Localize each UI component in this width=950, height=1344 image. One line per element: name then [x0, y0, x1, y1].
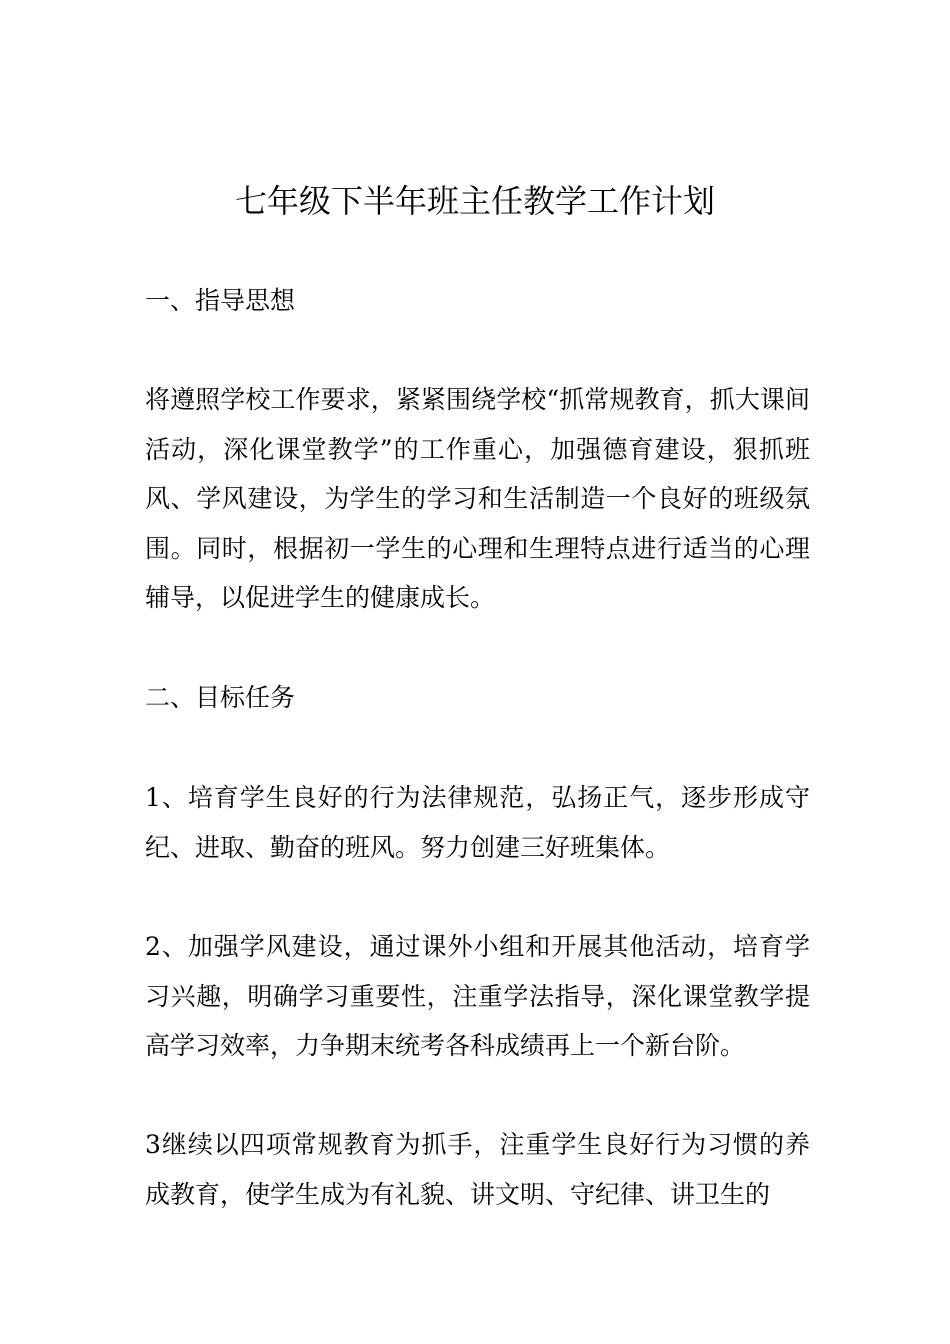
section-heading-guiding-thought: 一、指导思想	[145, 286, 296, 315]
paragraph-goal-1: 1、培育学生良好的行为法律规范，弘扬正气，逐步形成守纪、进取、勤奋的班风。努力创建三好班集体。	[145, 783, 810, 862]
paragraph-goal-3: 3继续以四项常规教育为抓手，注重学生良好行为习惯的养成教育，使学生成为有礼貌、讲文明、守纪律、讲卫生的	[145, 1130, 810, 1209]
page-title: 七年级下半年班主任教学工作计划	[234, 182, 715, 220]
paragraph-guiding-thought: 将遵照学校工作要求，紧紧围绕学校“抓常规教育，抓大课间活动，深化课堂教学”的工作重心，加强德育建设，狠抓班风、学风建设，为学生的学习和生活制造一个良好的班级氛围。同时，根据初一学生的心理和生理特点进行适当的心理辅导，以促进学生的健康成长。	[145, 385, 810, 612]
paragraph-goal-2: 2、加强学风建设，通过课外小组和开展其他活动，培育学习兴趣，明确学习重要性，注重学法指导，深化课堂教学提高学习效率，力争期末统考各科成绩再上一个新台阶。	[145, 932, 810, 1060]
section-heading-goals: 二、目标任务	[145, 683, 296, 712]
